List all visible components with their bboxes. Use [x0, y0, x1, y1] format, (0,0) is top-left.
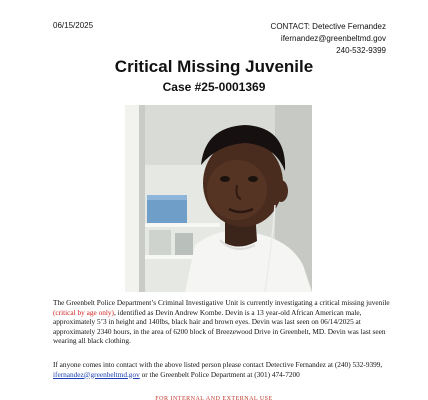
- contact-label: CONTACT: Detective Fernandez: [270, 22, 386, 31]
- description-paragraph: [53, 298, 393, 346]
- email-link[interactable]: ifernandez@greenbeltmd.gov: [53, 369, 140, 379]
- contact-phone: 240-532-9399: [336, 46, 386, 55]
- contact-block: [271, 21, 386, 57]
- missing-person-photo: [125, 105, 312, 292]
- footer-notice: FOR INTERNAL AND EXTERNAL USE: [155, 396, 273, 400]
- contact-text-1: If anyone comes into contact with the above listed person please contact Detective Fernandez at (240) 532-9399,: [53, 360, 383, 369]
- contact-paragraph: [53, 360, 393, 379]
- description-text-2: , identified as Devin Andrew Kombe. Devin is a 13 year-old African American male, approximately 5’3 in height and 140lbs, black hair and brown eyes. Devin was last seen on 06/14/2025 at approximately 2340 hours, in the area of 6200 block of Breezewood Drive in Greenbelt, MD. Devin was last seen wearing all black clothing.: [53, 307, 386, 345]
- critical-note: (critical by age only): [53, 307, 114, 317]
- photo-illustration: [125, 105, 312, 292]
- release-date: 06/15/2025: [53, 21, 94, 30]
- page-title: Critical Missing Juvenile: [114, 57, 314, 76]
- description-text-1: The Greenbelt Police Department’s Criminal Investigative Unit is currently investigating a critical missing juvenile: [53, 298, 390, 307]
- contact-email: ifernandez@greenbeltmd.gov: [280, 34, 386, 43]
- contact-text-2: or the Greenbelt Police Department at (301) 474-7200: [139, 369, 300, 379]
- case-number: Case #25-0001369: [162, 80, 266, 94]
